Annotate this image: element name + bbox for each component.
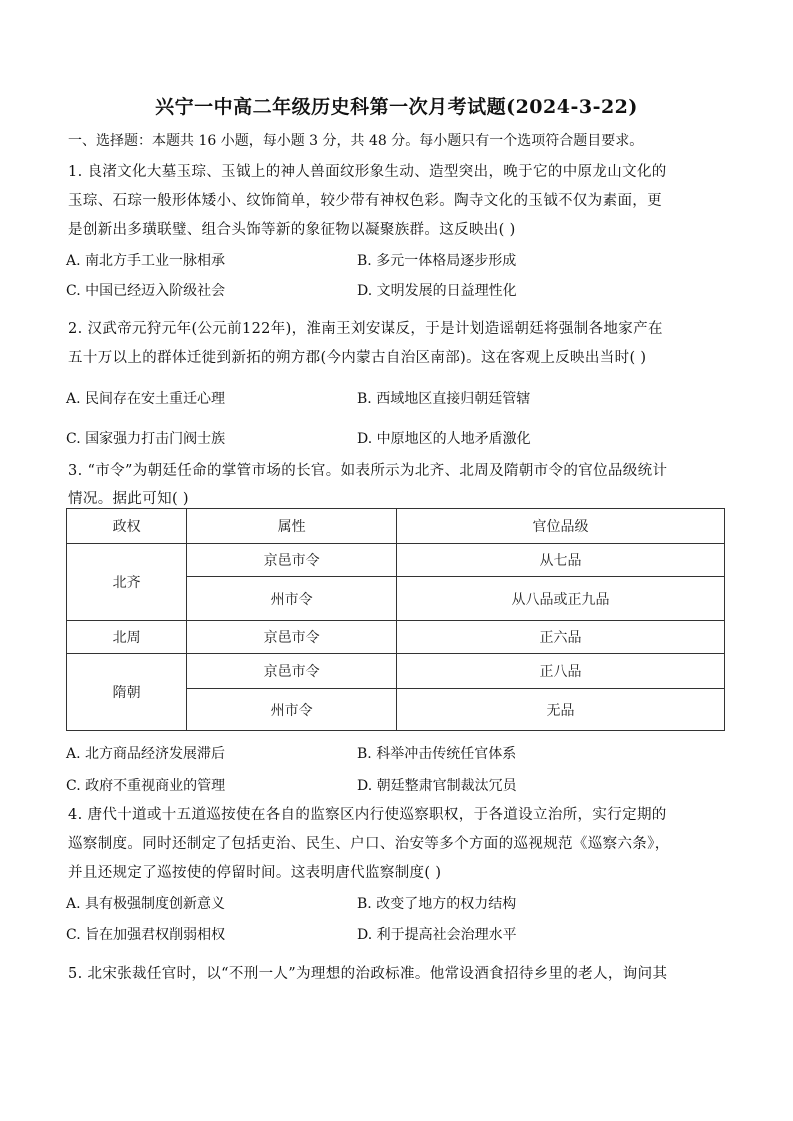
table-cell-attr: 州市令 — [187, 689, 397, 731]
question-1-line-2: 玉琮、石琮一般形体矮小、纹饰简单，较少带有神权色彩。陶寺文化的玉钺不仅为素面，更 — [68, 193, 662, 209]
table-cell-rank: 正六品 — [397, 621, 725, 654]
question-2-option-d: D. 中原地区的人地矛盾激化 — [357, 431, 531, 447]
question-2-option-c: C. 国家强力打击门阀士族 — [66, 431, 226, 447]
table-cell-attr: 京邑市令 — [187, 544, 397, 577]
table-cell-regime: 隋朝 — [67, 654, 187, 731]
question-4-line-3: 并且还规定了巡按使的停留时间。这表明唐代监察制度( ) — [68, 865, 442, 881]
question-3-option-b: B. 科举冲击传统任官体系 — [357, 746, 517, 762]
table-cell-rank: 从八品或正九品 — [397, 577, 725, 621]
table-cell-attr: 州市令 — [187, 577, 397, 621]
question-1-option-d: D. 文明发展的日益理性化 — [357, 283, 517, 299]
table-cell-attr: 京邑市令 — [187, 654, 397, 689]
question-4-option-c: C. 旨在加强君权削弱相权 — [66, 927, 226, 943]
question-2-line-2: 五十万以上的群体迁徙到新拓的朔方郡(今内蒙古自治区南部)。这在客观上反映出当时( ) — [68, 350, 647, 366]
table-header: 属性 — [187, 509, 397, 544]
table-header: 官位品级 — [397, 509, 725, 544]
market-official-table — [66, 508, 725, 731]
table-row — [67, 654, 725, 689]
question-1-option-a: A. 南北方手工业一脉相承 — [66, 253, 226, 269]
section-heading: 一、选择题：本题共 16 小题，每小题 3 分，共 48 分。每小题只有一个选项符合题目要求。 — [68, 133, 644, 149]
table-cell-regime: 北齐 — [67, 544, 187, 621]
table-row — [67, 621, 725, 654]
question-1-option-c: C. 中国已经迈入阶级社会 — [66, 283, 226, 299]
table-cell-regime: 北周 — [67, 621, 187, 654]
question-4-option-b: B. 改变了地方的权力结构 — [357, 896, 517, 912]
table-cell-attr: 京邑市令 — [187, 621, 397, 654]
question-5-line-1: 5. 北宋张裁任官时，以“不刑一人”为理想的治政标准。他常设酒食招待乡里的老人，询问其 — [68, 966, 668, 982]
question-1-line-1: 1. 良渚文化大墓玉琮、玉钺上的神人兽面纹形象生动、造型突出，晚于它的中原龙山文化的 — [68, 164, 667, 180]
table-cell-rank: 从七品 — [397, 544, 725, 577]
question-2-option-b: B. 西域地区直接归朝廷管辖 — [357, 391, 531, 407]
question-3-line-2: 情况。据此可知( ) — [68, 491, 189, 507]
question-2-line-1: 2. 汉武帝元狩元年(公元前122年)，淮南王刘安谋反，于是计划造谣朝廷将强制各地家产在 — [68, 321, 663, 337]
question-3-option-a: A. 北方商品经济发展滞后 — [66, 746, 226, 762]
question-4-option-d: D. 利于提高社会治理水平 — [357, 927, 517, 943]
question-3-option-c: C. 政府不重视商业的管理 — [66, 778, 226, 794]
table-row — [67, 544, 725, 577]
table-header-row — [67, 509, 725, 544]
question-3-option-d: D. 朝廷整肃官制裁汰冗员 — [357, 778, 517, 794]
table-cell-rank: 无品 — [397, 689, 725, 731]
question-2-option-a: A. 民间存在安土重迁心理 — [66, 391, 226, 407]
question-4-line-1: 4. 唐代十道或十五道巡按使在各自的监察区内行使巡察职权，于各道设立治所，实行定期的 — [68, 807, 667, 823]
question-3-line-1: 3. “市令”为朝廷任命的掌管市场的长官。如表所示为北齐、北周及隋朝市令的官位品级统计 — [68, 463, 668, 479]
page-title: 兴宁一中高二年级历史科第一次月考试题(2024-3-22) — [155, 96, 638, 118]
question-1-option-b: B. 多元一体格局逐步形成 — [357, 253, 517, 269]
table-header: 政权 — [67, 509, 187, 544]
question-4-option-a: A. 具有极强制度创新意义 — [66, 896, 226, 912]
question-4-line-2: 巡察制度。同时还制定了包括吏治、民生、户口、治安等多个方面的巡视规范《巡察六条》， — [68, 836, 670, 852]
table-cell-rank: 正八品 — [397, 654, 725, 689]
question-1-line-3: 是创新出多璜联璧、组合头饰等新的象征物以凝聚族群。这反映出( ) — [68, 222, 516, 238]
